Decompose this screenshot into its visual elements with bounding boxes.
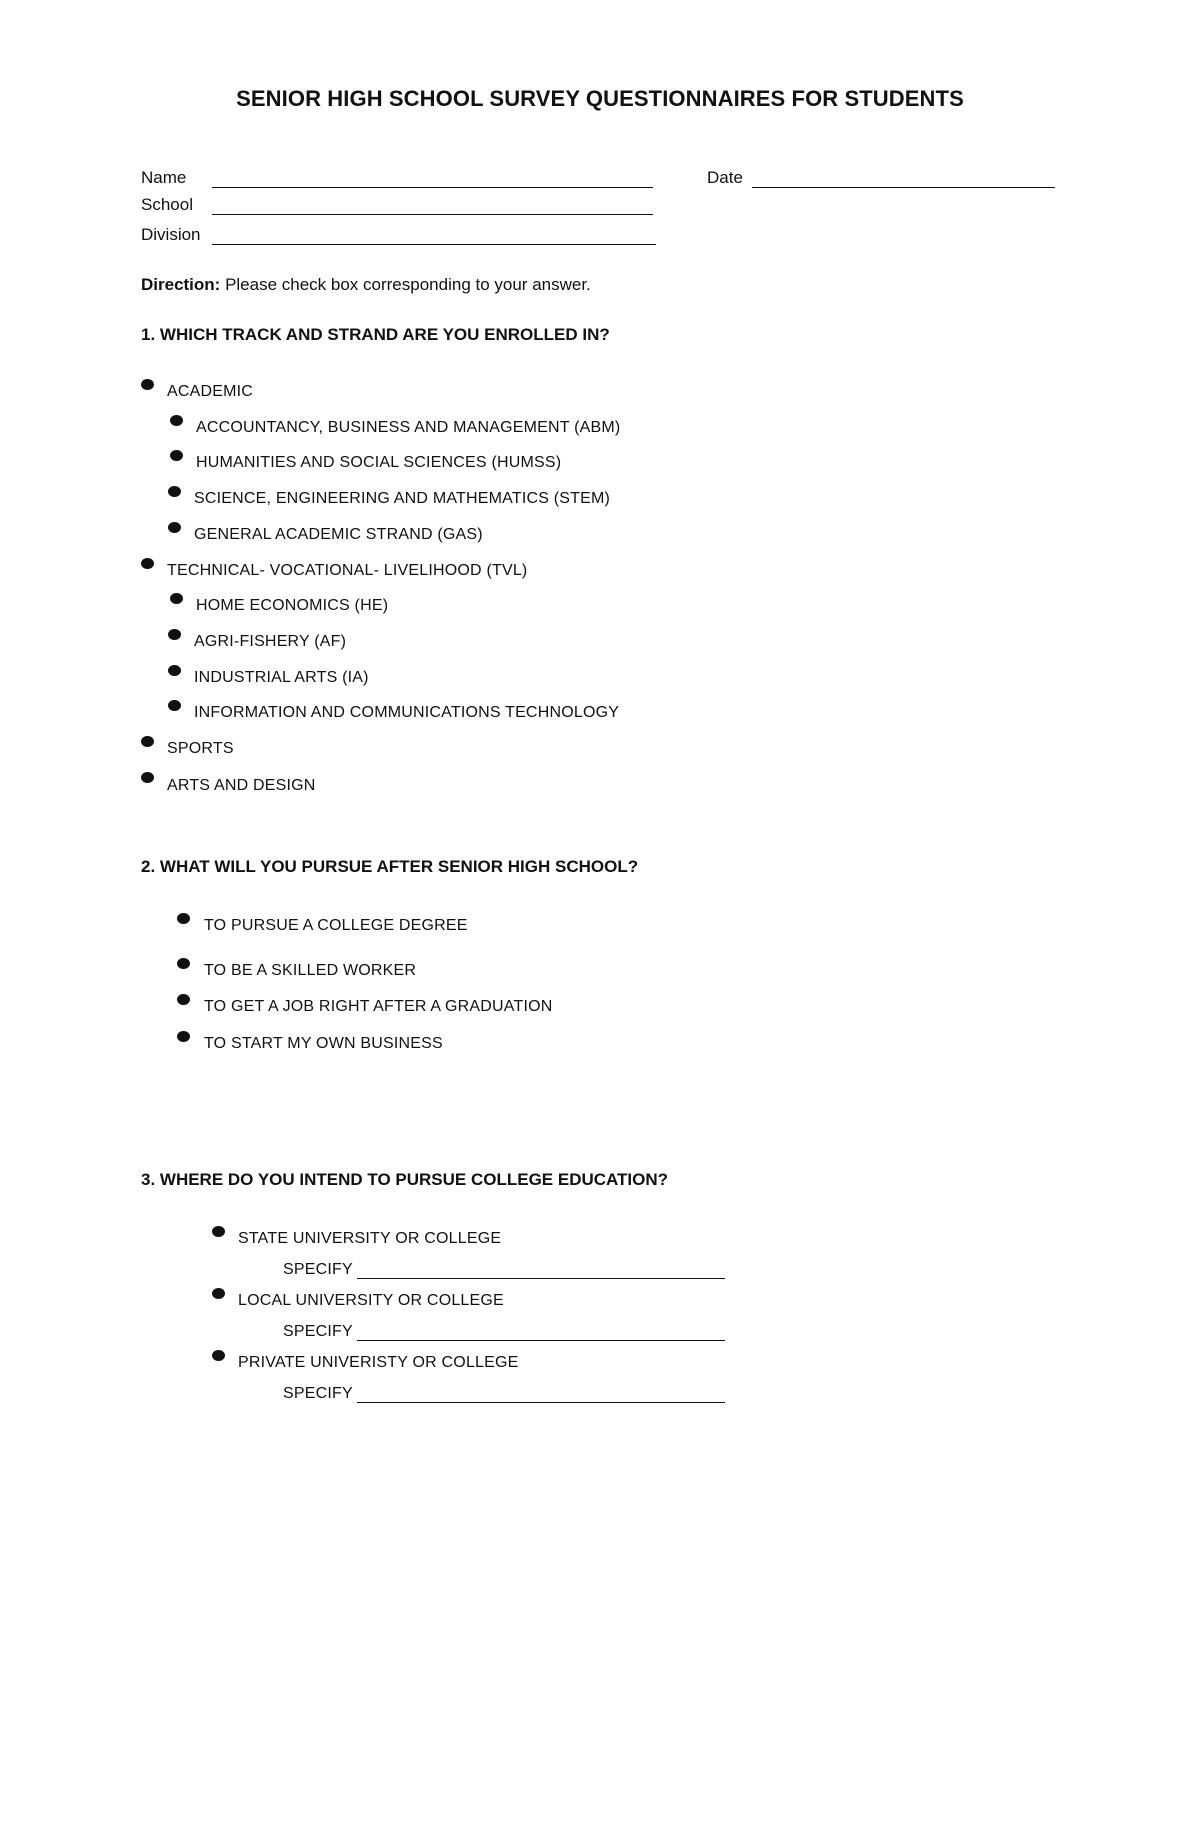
option-humss-label: HUMANITIES AND SOCIAL SCIENCES (HUMSS) — [196, 454, 562, 471]
option-college-degree-checkbox[interactable] — [177, 913, 190, 924]
option-ict-label: INFORMATION AND COMMUNICATIONS TECHNOLOGY — [194, 704, 620, 721]
direction-instruction: Please check box corresponding to your answer. — [220, 275, 591, 294]
option-skilled-worker-checkbox[interactable] — [177, 958, 190, 969]
option-humss-checkbox[interactable] — [170, 450, 183, 461]
option-ia-label: INDUSTRIAL ARTS (IA) — [194, 669, 369, 686]
question-1: 1. WHICH TRACK AND STRAND ARE YOU ENROLLED IN? — [141, 325, 610, 344]
question-3: 3. WHERE DO YOU INTEND TO PURSUE COLLEGE EDUCATION? — [141, 1170, 669, 1189]
option-skilled-worker-label: TO BE A SKILLED WORKER — [204, 962, 417, 979]
option-get-job-label: TO GET A JOB RIGHT AFTER A GRADUATION — [204, 998, 553, 1015]
option-tvl-checkbox[interactable] — [141, 558, 154, 569]
option-abm-checkbox[interactable] — [170, 415, 183, 426]
option-academic-checkbox[interactable] — [141, 379, 154, 390]
option-sports-checkbox[interactable] — [141, 736, 154, 747]
option-own-business-label: TO START MY OWN BUSINESS — [204, 1035, 443, 1052]
option-academic-label: ACADEMIC — [167, 383, 254, 400]
option-arts-label: ARTS AND DESIGN — [167, 777, 316, 794]
state-specify-field[interactable] — [357, 1278, 725, 1279]
option-stem-checkbox[interactable] — [168, 486, 181, 497]
local-specify-label: SPECIFY — [283, 1323, 353, 1340]
option-he-checkbox[interactable] — [170, 593, 183, 604]
option-private-university-label: PRIVATE UNIVERISTY OR COLLEGE — [238, 1354, 519, 1371]
option-college-degree-label: TO PURSUE A COLLEGE DEGREE — [204, 917, 468, 934]
name-label: Name — [141, 168, 187, 187]
name-field[interactable] — [212, 187, 653, 188]
option-local-university-checkbox[interactable] — [212, 1288, 225, 1299]
option-state-university-checkbox[interactable] — [212, 1226, 225, 1237]
date-field[interactable] — [752, 187, 1055, 188]
option-arts-checkbox[interactable] — [141, 772, 154, 783]
private-specify-label: SPECIFY — [283, 1385, 353, 1402]
option-stem-label: SCIENCE, ENGINEERING AND MATHEMATICS (STEM) — [194, 490, 611, 507]
option-af-label: AGRI-FISHERY (AF) — [194, 633, 347, 650]
option-get-job-checkbox[interactable] — [177, 994, 190, 1005]
option-gas-checkbox[interactable] — [168, 522, 181, 533]
option-ict-checkbox[interactable] — [168, 700, 181, 711]
option-own-business-checkbox[interactable] — [177, 1031, 190, 1042]
private-specify-field[interactable] — [357, 1402, 725, 1403]
option-gas-label: GENERAL ACADEMIC STRAND (GAS) — [194, 526, 483, 543]
division-label: Division — [141, 225, 201, 244]
state-specify-label: SPECIFY — [283, 1261, 353, 1278]
option-abm-label: ACCOUNTANCY, BUSINESS AND MANAGEMENT (ABM) — [196, 419, 621, 436]
date-label: Date — [707, 168, 743, 187]
page-title: SENIOR HIGH SCHOOL SURVEY QUESTIONNAIRES FOR STUDENTS — [236, 86, 964, 111]
option-tvl-label: TECHNICAL- VOCATIONAL- LIVELIHOOD (TVL) — [167, 562, 528, 579]
option-he-label: HOME ECONOMICS (HE) — [196, 597, 389, 614]
option-sports-label: SPORTS — [167, 740, 234, 757]
direction-text — [141, 275, 591, 295]
option-ia-checkbox[interactable] — [168, 665, 181, 676]
division-field[interactable] — [212, 244, 656, 245]
option-state-university-label: STATE UNIVERSITY OR COLLEGE — [238, 1230, 502, 1247]
option-af-checkbox[interactable] — [168, 629, 181, 640]
question-2: 2. WHAT WILL YOU PURSUE AFTER SENIOR HIGH SCHOOL? — [141, 857, 639, 876]
option-private-university-checkbox[interactable] — [212, 1350, 225, 1361]
local-specify-field[interactable] — [357, 1340, 725, 1341]
school-field[interactable] — [212, 214, 653, 215]
option-local-university-label: LOCAL UNIVERSITY OR COLLEGE — [238, 1292, 504, 1309]
direction-label: Direction: — [141, 275, 221, 294]
school-label: School — [141, 195, 193, 214]
